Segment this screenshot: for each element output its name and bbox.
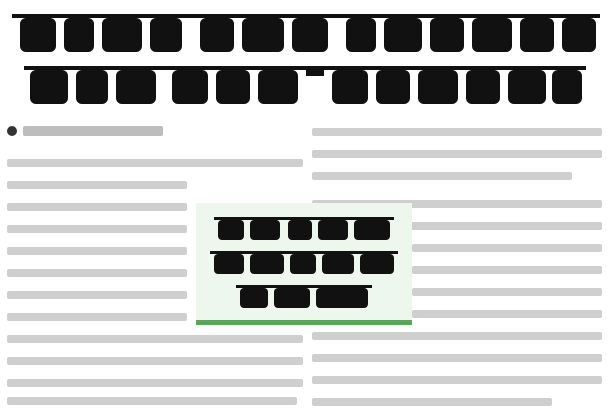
pull-quote-glyph [316, 288, 368, 308]
text-line [312, 172, 572, 180]
pull-quote-glyph [214, 254, 244, 274]
headline-line-1-glyph [346, 18, 376, 52]
headline-line-2-glyph [376, 70, 410, 104]
headline-line-1-glyph [292, 18, 328, 52]
pull-quote-box [196, 203, 412, 325]
headline-line-1-glyph [64, 18, 94, 52]
pull-quote-lettering-svg [196, 203, 412, 320]
pull-quote-glyph [250, 254, 284, 274]
text-line [7, 181, 187, 189]
headline-lettering-svg [0, 0, 612, 112]
text-line [7, 269, 187, 277]
text-line [312, 128, 602, 136]
headline-line-1-glyph [520, 18, 554, 52]
pull-quote-glyph [290, 254, 316, 274]
text-line [412, 266, 602, 274]
text-line [312, 354, 602, 362]
headline-line-1-glyph [242, 18, 284, 52]
byline-text-placeholder [23, 126, 163, 136]
headline-line-2-glyph [466, 70, 500, 104]
text-line [7, 291, 187, 299]
headline-line-2-glyph [508, 70, 546, 104]
headline-line-1-headstroke [12, 14, 600, 18]
text-line [312, 150, 602, 158]
text-line [412, 244, 602, 252]
headline-line-2-headstroke [24, 66, 586, 70]
headline-graphic [0, 0, 612, 112]
headline-line-1-glyph [430, 18, 464, 52]
text-line [312, 398, 552, 406]
headline-line-2-glyph [172, 70, 208, 104]
text-line [7, 335, 303, 343]
pull-quote-line-2-headstroke [210, 251, 398, 254]
pull-quote-glyph [288, 220, 312, 240]
pull-quote-glyph [274, 288, 310, 308]
pull-quote-line-3-headstroke [236, 285, 372, 288]
text-line [7, 397, 297, 405]
text-line [312, 376, 602, 384]
pull-quote-glyph [240, 288, 268, 308]
text-line [412, 288, 602, 296]
pull-quote-line-1-headstroke [214, 217, 394, 220]
pull-quote-glyph [360, 254, 394, 274]
byline [7, 120, 227, 142]
text-line [7, 225, 187, 233]
headline-line-1-glyph [150, 18, 182, 52]
headline-line-1-glyph [200, 18, 234, 52]
pull-quote-glyph [322, 254, 354, 274]
headline-line-2-glyph [116, 70, 156, 104]
text-line [7, 379, 303, 387]
headline-line-2-glyph [332, 70, 368, 104]
headline-line-2-glyph [30, 70, 68, 104]
headline-line-1-glyph [20, 18, 56, 52]
pull-quote-glyph [318, 220, 348, 240]
headline-line-2-glyph [552, 70, 582, 104]
text-line [7, 159, 303, 167]
headline-line-2-hyphen [306, 70, 324, 76]
text-line [7, 313, 187, 321]
headline-line-1-glyph [562, 18, 596, 52]
pull-quote-glyph [250, 220, 280, 240]
text-line [412, 310, 602, 318]
headline-line-1-glyph [384, 18, 422, 52]
headline-line-1-glyph [472, 18, 512, 52]
text-line [7, 203, 187, 211]
bullet-icon [7, 126, 17, 136]
headline-line-2-glyph [258, 70, 298, 104]
pull-quote-glyph [354, 220, 390, 240]
pull-quote-glyph [218, 220, 244, 240]
text-line [312, 332, 602, 340]
headline-line-2-glyph [418, 70, 458, 104]
headline-line-2-glyph [76, 70, 108, 104]
headline-line-1-glyph [102, 18, 142, 52]
text-line [7, 247, 187, 255]
text-line [7, 357, 303, 365]
headline-line-2-glyph [216, 70, 250, 104]
